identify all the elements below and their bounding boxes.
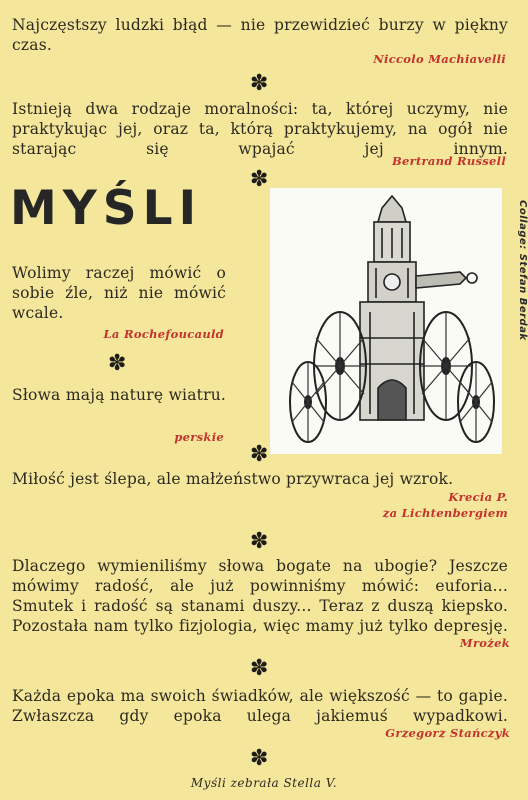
quote-author: La Rochefoucauld: [103, 327, 224, 341]
tower-on-wheels-illustration: [270, 188, 502, 454]
quote-krecia: [12, 469, 508, 489]
separator-star: ✽: [250, 746, 269, 771]
quote-text: Wolimy raczej mówić o sobie źle, niż nie mówić wcale.: [12, 264, 226, 322]
separator-star: ✽: [250, 442, 269, 467]
quote-text: Dlaczego wymieniliśmy słowa bogate na ubogie? Jeszcze mówimy radość, ale już powinniśmy mówić: euforia... Smutek i radość są stanami duszy... Teraz z duszą kiepsko. Pozostała nam tylko fizjologia, więc mamy już tylko depresję.: [12, 557, 508, 635]
quote-text: Miłość jest ślepa, ale małżeństwo przywraca jej wzrok.: [12, 470, 454, 488]
separator-star: ✽: [250, 529, 269, 554]
collage-image: [270, 188, 502, 454]
quote-text: Słowa mają naturę wiatru.: [12, 386, 226, 404]
quote-stanczyk: [12, 686, 508, 726]
quote-text: Najczęstszy ludzki błąd — nie przewidzieć burzy w piękny czas.: [12, 16, 508, 54]
separator-star: ✽: [250, 167, 269, 192]
quote-machiavelli: [12, 15, 508, 55]
quote-text: Istnieją dwa rodzaje moralności: ta, której uczymy, nie praktykując jej, oraz ta, którą praktykujemy, na ogół nie starając się wpajać jej innym.: [12, 100, 508, 158]
page-title: MYŚLI: [10, 181, 203, 236]
quote-author: Bertrand Russell: [391, 154, 506, 168]
separator-star: ✽: [108, 351, 127, 376]
quote-russell: [12, 99, 508, 159]
quote-author: Grzegorz Stańczyk: [385, 726, 510, 740]
quote-author: Mrożek: [459, 636, 510, 650]
quote-text: Każda epoka ma swoich świadków, ale większość — to gapie. Zwłaszcza gdy epoka ulega jakiemuś wypadkowi.: [12, 687, 508, 725]
quote-author-line1: Krecia P.: [448, 490, 508, 504]
quote-author-line2: za Lichtenbergiem: [382, 506, 508, 520]
quote-persian: [12, 385, 226, 405]
image-credit: Collage: Stefan Berdak: [517, 200, 528, 341]
quote-rochefoucauld: [12, 263, 226, 323]
footer-credit: Myśli zebrała Stella V.: [190, 776, 338, 790]
quote-author: perskie: [174, 430, 224, 444]
quote-author: Niccolo Machiavelli: [373, 52, 506, 66]
separator-star: ✽: [250, 71, 269, 96]
quote-mrozek: [12, 556, 508, 636]
separator-star: ✽: [250, 656, 269, 681]
